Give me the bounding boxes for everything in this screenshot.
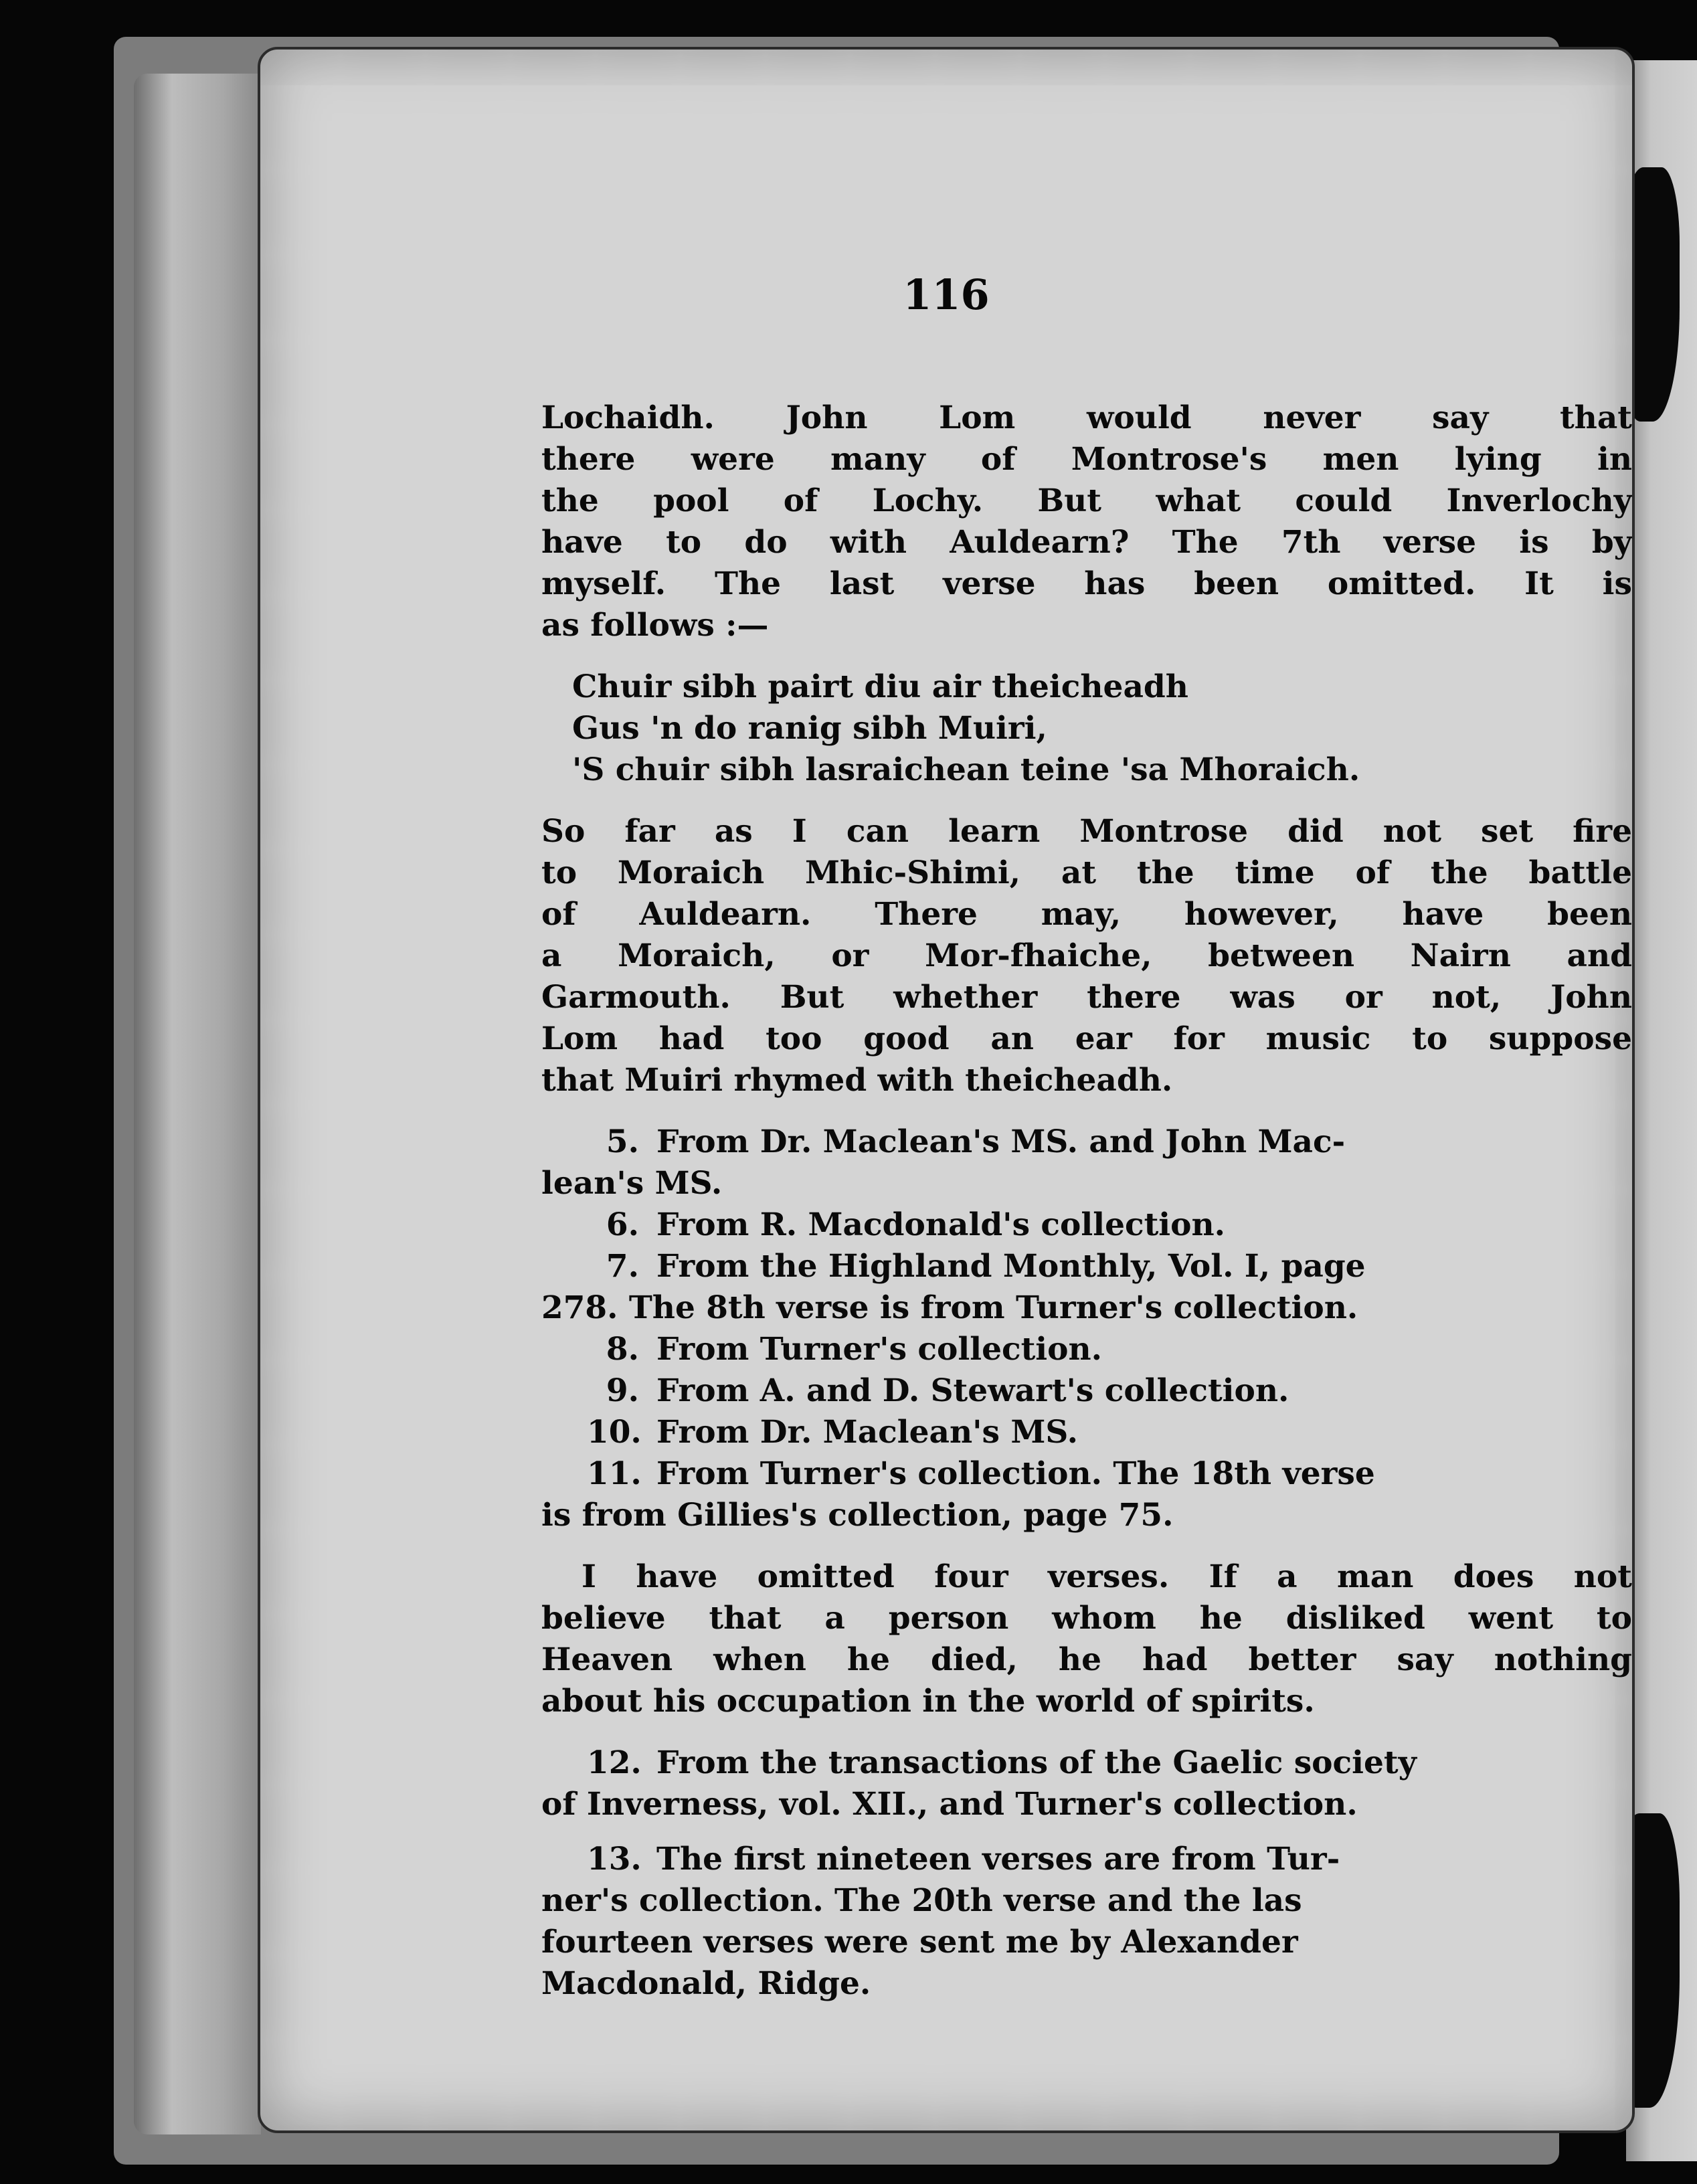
note-number: 12.	[587, 1744, 642, 1781]
note-text: From Turner's collection. The 18th verse	[656, 1455, 1375, 1492]
text-line: myself. The last verse has been omitted. It is	[541, 565, 1632, 602]
spacer	[541, 1101, 1632, 1121]
text-line	[541, 1556, 1632, 1598]
verse-line: 'S chuir sibh lasraichean teine 'sa Mhoraich.	[572, 751, 1360, 788]
page-text	[541, 397, 1632, 2005]
note-number: 11.	[587, 1455, 642, 1492]
text-line: about his occupation in the world of spirits.	[541, 1683, 1315, 1720]
note-number: 9.	[606, 1372, 639, 1409]
note-continuation: Macdonald, Ridge.	[541, 1965, 871, 2002]
text-line: have to do with Auldearn? The 7th verse is by	[541, 524, 1632, 561]
gaelic-verse	[541, 666, 1632, 791]
note-text: From Dr. Maclean's MS. and John Mac-	[656, 1123, 1346, 1160]
text-line: Garmouth. But whether there was or not, John	[541, 979, 1632, 1016]
note-number: 6.	[606, 1206, 639, 1243]
facing-page-edge	[1626, 60, 1697, 2161]
note-text: From Turner's collection.	[656, 1331, 1103, 1368]
notes-list	[541, 1121, 1632, 1536]
text-line: Heaven when he died, he had better say nothing	[541, 1641, 1632, 1678]
note-item	[541, 1412, 1632, 1453]
omitted-verses-paragraph	[541, 1556, 1632, 1722]
intro-paragraph	[541, 397, 1632, 646]
note-number: 10.	[587, 1414, 642, 1451]
note-item	[541, 1121, 1632, 1163]
text-line: that Muiri rhymed with theicheadh.	[541, 1062, 1173, 1099]
text-line: a Moraich, or Mor-fhaiche, between Nairn and	[541, 937, 1632, 974]
note-item	[541, 1453, 1632, 1495]
text-line: to Moraich Mhic-Shimi, at the time of the battle	[541, 854, 1632, 891]
montrose-paragraph	[541, 811, 1632, 1101]
note-continuation: is from Gillies's collection, page 75.	[541, 1497, 1174, 1534]
text-line: believe that a person whom he disliked went to	[541, 1600, 1632, 1637]
text-line: of Auldearn. There may, however, have been	[541, 896, 1632, 933]
text-line: there were many of Montrose's men lying in	[541, 441, 1632, 478]
note-item	[541, 1370, 1632, 1412]
note-continuation: fourteen verses were sent me by Alexander	[541, 1924, 1298, 1961]
spacer	[541, 1722, 1632, 1742]
text-line-content: I have omitted four verses. If a man does not	[582, 1558, 1632, 1595]
verse-line: Chuir sibh pairt diu air theicheadh	[572, 668, 1188, 705]
note-item	[541, 1329, 1632, 1370]
text-line: the pool of Lochy. But what could Inverlochy	[541, 482, 1632, 519]
note-number: 5.	[606, 1123, 639, 1160]
text-line: as follows :—	[541, 607, 769, 644]
note-text: From the Highland Monthly, Vol. I, page	[656, 1248, 1366, 1285]
note-text: From A. and D. Stewart's collection.	[656, 1372, 1289, 1409]
note-item	[541, 1246, 1632, 1287]
note-text: The first nineteen verses are from Tur-	[656, 1841, 1340, 1878]
note-continuation: ner's collection. The 20th verse and the las	[541, 1882, 1302, 1919]
page-number: 116	[903, 270, 990, 319]
spacer	[541, 1825, 1632, 1839]
verse-line: Gus 'n do ranig sibh Muiri,	[572, 710, 1047, 747]
note-item	[541, 1742, 1632, 1784]
note-continuation: of Inverness, vol. XII., and Turner's collection.	[541, 1786, 1358, 1823]
note-item	[541, 1204, 1632, 1246]
note-13	[541, 1839, 1632, 2005]
note-number: 13.	[587, 1841, 642, 1878]
note-text: From R. Macdonald's collection.	[656, 1206, 1226, 1243]
book-page	[258, 47, 1635, 2133]
note-number: 7.	[606, 1248, 639, 1285]
text-line: Lochaidh. John Lom would never say that	[541, 399, 1632, 436]
text-line: Lom had too good an ear for music to suppose	[541, 1020, 1632, 1057]
text-line: So far as I can learn Montrose did not set fire	[541, 813, 1632, 850]
left-page-stack	[134, 74, 261, 2134]
note-continuation: 278. The 8th verse is from Turner's collection.	[541, 1289, 1358, 1326]
note-text: From Dr. Maclean's MS.	[656, 1414, 1079, 1451]
note-number: 8.	[606, 1331, 639, 1368]
note-continuation: lean's MS.	[541, 1165, 723, 1202]
note-item	[541, 1839, 1632, 1880]
spacer	[541, 1536, 1632, 1556]
note-12	[541, 1742, 1632, 1825]
note-text: From the transactions of the Gaelic society	[656, 1744, 1417, 1781]
